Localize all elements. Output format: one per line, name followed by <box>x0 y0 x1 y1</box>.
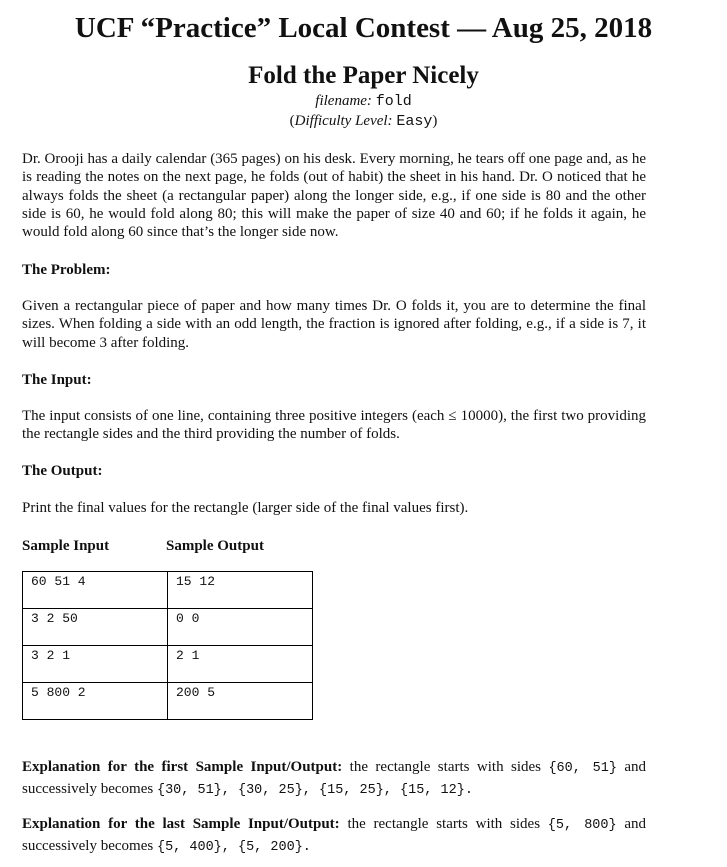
sample-input-cell <box>23 609 168 646</box>
explanation-first-post: and <box>624 759 647 775</box>
explanation-last-label: Explanation for the last Sample Input/Output: <box>22 816 340 832</box>
output-paragraph: Print the final values for the rectangle (larger side of the final values first). <box>22 500 469 516</box>
problem-heading: The Problem: <box>22 262 111 278</box>
sample-row <box>23 646 313 683</box>
sample-output-cell <box>168 609 313 646</box>
explanation-first-label: Explanation for the first Sample Input/Output: <box>22 759 343 775</box>
sample-input-cell <box>23 572 168 609</box>
output-heading: The Output: <box>22 463 103 479</box>
filename-value: fold <box>375 93 412 110</box>
explanation-first-start: {60, 51} <box>548 761 617 776</box>
sample-output-cell <box>168 646 313 683</box>
explanation-last-post: and <box>624 816 647 832</box>
sample-output-text: 15 12 <box>176 574 216 589</box>
samples-table <box>22 571 313 720</box>
sample-input-text: 5 800 2 <box>31 685 86 700</box>
explanation-last-line2 <box>22 836 646 858</box>
sample-row <box>23 683 313 720</box>
explanation-first <box>22 757 646 801</box>
problem-paragraph: Given a rectangular piece of paper and how many times Dr. O folds it, you are to determine the final sizes. When folding a side with an odd length, the fraction is ignored after folding, e.g., if a side is 7, it will become 3 after folding. <box>22 298 646 351</box>
sample-output-text: 0 0 <box>176 611 200 626</box>
explanation-last-pre: the rectangle starts with sides <box>347 816 541 832</box>
problem-title: Fold the Paper Nicely <box>248 62 479 89</box>
sample-row <box>23 609 313 646</box>
explanation-last-start: {5, 800} <box>547 818 617 833</box>
difficulty-open-paren: ( <box>289 113 295 129</box>
sample-input-text: 60 51 4 <box>31 574 86 589</box>
difficulty-value: Easy <box>396 113 433 130</box>
explanation-first-end: . <box>464 783 473 798</box>
explanation-last <box>22 814 646 858</box>
sample-output-cell <box>168 683 313 720</box>
explanation-first-line1 <box>22 757 646 779</box>
sample-input-label: Sample Input <box>22 538 110 554</box>
explanation-first-sequence: {30, 51}, {30, 25}, {15, 25}, {15, 12} <box>156 783 465 798</box>
input-heading: The Input: <box>22 372 92 388</box>
sample-input-text: 3 2 50 <box>31 611 78 626</box>
explanation-first-line2 <box>22 779 646 801</box>
explanation-last-line1 <box>22 814 646 836</box>
difficulty-label: Difficulty Level: <box>294 113 393 129</box>
sample-output-text: 2 1 <box>176 648 200 663</box>
explanation-first-pre: the rectangle starts with sides <box>349 759 541 775</box>
sample-input-cell <box>23 683 168 720</box>
sample-input-text: 3 2 1 <box>31 648 71 663</box>
difficulty-line <box>0 112 727 131</box>
sample-output-text: 200 5 <box>176 685 216 700</box>
sample-input-cell <box>23 646 168 683</box>
explanation-first-line2-pre: successively becomes <box>22 781 154 797</box>
sample-row <box>23 572 313 609</box>
difficulty-close-paren: ) <box>432 113 438 129</box>
explanation-last-line2-pre: successively becomes <box>22 838 154 854</box>
input-paragraph: The input consists of one line, containing three positive integers (each ≤ 10000), the first two providing the rectangle sides and the third providing the number of folds. <box>22 408 646 443</box>
contest-title: UCF “Practice” Local Contest — Aug 25, 2018 <box>74 12 653 44</box>
explanation-last-sequence: {5, 400}, {5, 200} <box>156 840 303 855</box>
sample-output-cell <box>168 572 313 609</box>
intro-paragraph: Dr. Orooji has a daily calendar (365 pages) on his desk. Every morning, he tears off one page and, as he is reading the notes on the next page, he folds (out of habit) the sheet in his hand. Dr. O noticed that he always folds the sheet (a rectangular paper) along the longer side, e.g., if one side is 80 and the other side is 60, he would fold along 80; this will make the paper of size 40 and 60; if he folds it again, he would fold along 60 since that’s the longer side now. <box>22 151 646 241</box>
explanation-last-end: . <box>302 840 311 855</box>
filename-label: filename: <box>315 93 372 109</box>
filename-line <box>0 92 727 111</box>
sample-output-label: Sample Output <box>166 538 264 554</box>
